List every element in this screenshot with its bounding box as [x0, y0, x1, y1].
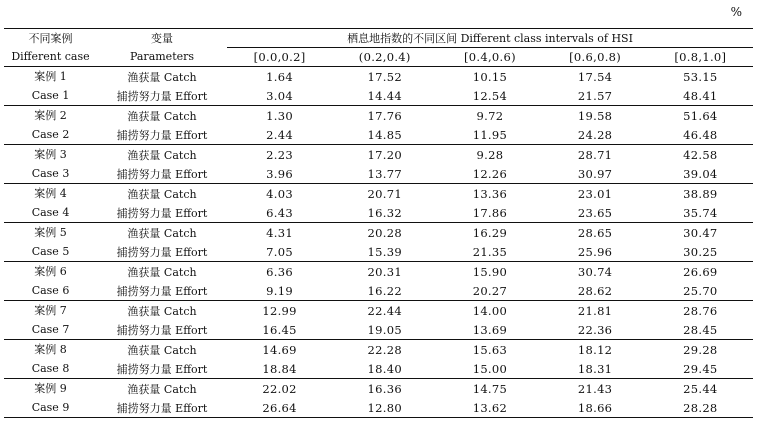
effort-value: 48.41: [683, 88, 718, 103]
table-row: [4, 86, 753, 106]
param-effort-label: 捕捞努力量 Effort: [116, 89, 208, 103]
effort-value: 9.19: [266, 283, 293, 298]
catch-value: 2.23: [227, 145, 332, 165]
catch-value: 4.03: [227, 184, 332, 204]
case-cn: 案例 7: [4, 301, 97, 321]
catch-value: 14.69: [227, 340, 332, 360]
catch-value: 22.44: [332, 301, 437, 321]
catch-value: 17.20: [332, 145, 437, 165]
effort-value: 13.62: [437, 398, 542, 418]
catch-value: 1.64: [227, 67, 332, 87]
header-row-1: [4, 29, 753, 48]
effort-value: 20.27: [472, 283, 508, 298]
effort-value: 29.45: [683, 361, 718, 376]
param-effort-label: 捕捞努力量 Effort: [116, 323, 208, 337]
effort-value: 15.00: [472, 361, 508, 376]
effort-value: 18.40: [367, 361, 402, 376]
catch-value: 20.71: [332, 184, 437, 204]
param-effort-label: 捕捞努力量 Effort: [116, 245, 208, 259]
case-en: Case 7: [31, 323, 70, 336]
case-en: Case 4: [31, 206, 70, 219]
effort-value: 3.96: [266, 166, 293, 181]
effort-value: 22.36: [577, 322, 613, 337]
catch-value: 22.02: [227, 379, 332, 399]
param-catch-label: 渔获量 Catch: [97, 67, 227, 87]
catch-value: 14.00: [437, 301, 542, 321]
catch-value: 22.28: [332, 340, 437, 360]
param-catch-label: 渔获量 Catch: [97, 106, 227, 126]
table-row: [4, 398, 753, 418]
param-catch-label: 渔获量 Catch: [97, 262, 227, 282]
param-catch-label: 渔获量 Catch: [97, 379, 227, 399]
case-en: Case 6: [31, 284, 70, 297]
header-intervals-title: 栖息地指数的不同区间 Different class intervals of HSI: [227, 29, 753, 48]
effort-value: 19.05: [367, 322, 402, 337]
effort-value: 25.96: [577, 244, 613, 259]
header-interval: [0.0,0.2]: [227, 48, 332, 67]
catch-value: 9.72: [437, 106, 542, 126]
case-cn: 案例 5: [4, 223, 97, 243]
header-param-en: Parameters: [97, 48, 227, 67]
effort-value: 46.48: [683, 127, 718, 142]
effort-value: 13.69: [472, 322, 508, 337]
effort-value: 26.64: [227, 398, 332, 418]
catch-value: 13.36: [437, 184, 542, 204]
table-row: [4, 184, 753, 204]
param-effort-label: 捕捞努力量 Effort: [116, 167, 208, 181]
effort-value: 30.25: [683, 244, 718, 259]
catch-value: 15.90: [437, 262, 542, 282]
table-row: [4, 340, 753, 360]
table-row: [4, 379, 753, 399]
catch-value: 23.01: [543, 184, 648, 204]
table-row: [4, 262, 753, 282]
param-effort-label: 捕捞努力量 Effort: [116, 284, 208, 298]
case-cn: 案例 4: [4, 184, 97, 204]
param-effort-label: 捕捞努力量 Effort: [116, 206, 208, 220]
param-catch-label: 渔获量 Catch: [97, 223, 227, 243]
param-effort-label: 捕捞努力量 Effort: [97, 398, 227, 418]
catch-value: 17.54: [543, 67, 648, 87]
effort-value: 15.39: [367, 244, 402, 259]
header-param-cn: 变量: [97, 29, 227, 48]
table-row: [4, 145, 753, 165]
catch-value: 9.28: [437, 145, 542, 165]
catch-value: 25.44: [648, 379, 753, 399]
catch-value: 1.30: [227, 106, 332, 126]
case-cn: 案例 8: [4, 340, 97, 360]
case-en: Case 5: [31, 245, 70, 258]
unit-label: %: [730, 5, 742, 19]
catch-value: 16.36: [332, 379, 437, 399]
param-catch-label: 渔获量 Catch: [97, 301, 227, 321]
effort-value: 23.65: [577, 205, 613, 220]
catch-value: 20.31: [332, 262, 437, 282]
catch-value: 28.76: [648, 301, 753, 321]
catch-value: 26.69: [648, 262, 753, 282]
case-en: Case 2: [31, 128, 70, 141]
table-row: [4, 106, 753, 126]
effort-value: 18.31: [577, 361, 613, 376]
catch-value: 12.99: [227, 301, 332, 321]
case-en: Case 9: [4, 398, 97, 418]
effort-value: 16.22: [367, 283, 402, 298]
case-cn: 案例 9: [4, 379, 97, 399]
hsi-table: [4, 28, 753, 418]
effort-value: 14.44: [367, 88, 402, 103]
effort-value: 14.85: [367, 127, 402, 142]
effort-value: 21.57: [577, 88, 613, 103]
header-case-cn: 不同案例: [4, 29, 97, 48]
catch-value: 4.31: [227, 223, 332, 243]
table-row: [4, 125, 753, 145]
catch-value: 19.58: [543, 106, 648, 126]
effort-value: 18.84: [262, 361, 297, 376]
catch-value: 42.58: [648, 145, 753, 165]
header-interval: [0.8,1.0]: [648, 48, 753, 67]
header-interval: [0.4,0.6): [437, 48, 542, 67]
param-catch-label: 渔获量 Catch: [97, 340, 227, 360]
table-row: [4, 67, 753, 87]
case-cn: 案例 1: [4, 67, 97, 87]
effort-value: 16.45: [262, 322, 297, 337]
header-interval: (0.2,0.4): [332, 48, 437, 67]
catch-value: 53.15: [648, 67, 753, 87]
param-catch-label: 渔获量 Catch: [97, 145, 227, 165]
effort-value: 2.44: [266, 127, 293, 142]
case-cn: 案例 3: [4, 145, 97, 165]
table-row: [4, 320, 753, 340]
catch-value: 28.71: [543, 145, 648, 165]
header-case-en: Different case: [4, 48, 97, 67]
catch-value: 21.81: [543, 301, 648, 321]
catch-value: 21.43: [543, 379, 648, 399]
effort-value: 18.66: [543, 398, 648, 418]
catch-value: 17.76: [332, 106, 437, 126]
effort-value: 11.95: [472, 127, 508, 142]
case-cn: 案例 2: [4, 106, 97, 126]
effort-value: 21.35: [472, 244, 508, 259]
catch-value: 18.12: [543, 340, 648, 360]
case-cn: 案例 6: [4, 262, 97, 282]
effort-value: 28.62: [577, 283, 613, 298]
effort-value: 12.80: [332, 398, 437, 418]
effort-value: 17.86: [472, 205, 508, 220]
effort-value: 30.97: [577, 166, 613, 181]
effort-value: 16.32: [367, 205, 402, 220]
effort-value: 6.43: [266, 205, 293, 220]
case-en: Case 8: [31, 362, 70, 375]
catch-value: 14.75: [437, 379, 542, 399]
catch-value: 38.89: [648, 184, 753, 204]
effort-value: 7.05: [266, 244, 293, 259]
table-row: [4, 203, 753, 223]
effort-value: 28.28: [648, 398, 753, 418]
param-catch-label: 渔获量 Catch: [97, 184, 227, 204]
catch-value: 20.28: [332, 223, 437, 243]
catch-value: 30.74: [543, 262, 648, 282]
header-row-2: [4, 48, 753, 67]
catch-value: 6.36: [227, 262, 332, 282]
effort-value: 12.54: [472, 88, 508, 103]
table-body: [4, 67, 753, 418]
table-row: [4, 223, 753, 243]
table-row: [4, 281, 753, 301]
catch-value: 10.15: [437, 67, 542, 87]
catch-value: 28.65: [543, 223, 648, 243]
catch-value: 17.52: [332, 67, 437, 87]
effort-value: 24.28: [577, 127, 613, 142]
case-en: Case 3: [31, 167, 70, 180]
case-en: Case 1: [31, 89, 70, 102]
catch-value: 51.64: [648, 106, 753, 126]
table-row: [4, 164, 753, 184]
catch-value: 16.29: [437, 223, 542, 243]
effort-value: 13.77: [367, 166, 402, 181]
param-effort-label: 捕捞努力量 Effort: [116, 362, 208, 376]
effort-value: 12.26: [472, 166, 508, 181]
effort-value: 39.04: [683, 166, 718, 181]
table-row: [4, 301, 753, 321]
param-effort-label: 捕捞努力量 Effort: [116, 128, 208, 142]
catch-value: 29.28: [648, 340, 753, 360]
effort-value: 28.45: [683, 322, 718, 337]
table-row: [4, 359, 753, 379]
effort-value: 25.70: [683, 283, 718, 298]
catch-value: 30.47: [648, 223, 753, 243]
effort-value: 3.04: [266, 88, 293, 103]
catch-value: 15.63: [437, 340, 542, 360]
header-interval: [0.6,0.8): [543, 48, 648, 67]
table-row: [4, 242, 753, 262]
effort-value: 35.74: [683, 205, 718, 220]
